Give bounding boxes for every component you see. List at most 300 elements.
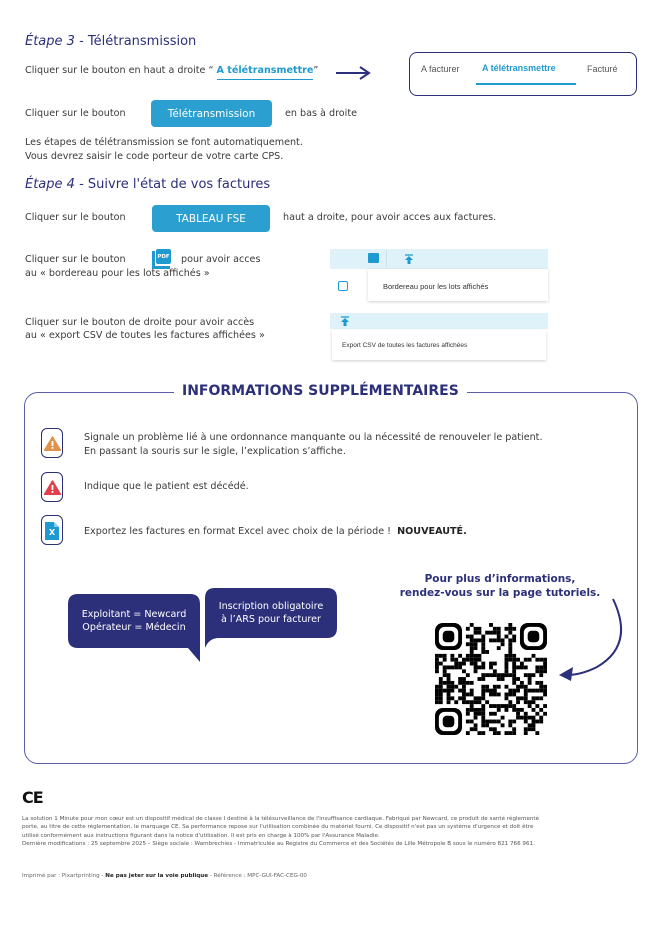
qr-module [454,700,458,704]
qr-module [447,685,451,689]
qr-module [501,716,505,720]
qr-module [485,700,489,704]
qr-module [435,654,439,658]
bubble-2-line-1: Inscription obligatoire [218,601,324,612]
nouveaute-badge: NOUVEAUTÉ. [397,526,467,537]
qr-module [501,677,505,681]
qr-module [447,681,451,685]
pdf-menu-screenshot [330,249,548,303]
qr-module [493,638,497,642]
qr-module [481,708,485,712]
qr-module [481,689,485,693]
qr-module [493,685,497,689]
qr-module [439,677,443,681]
qr-module [466,712,470,716]
qr-module [535,696,539,700]
qr-module [474,658,478,662]
qr-module [528,716,532,720]
qr-module [458,689,462,693]
qr-module [466,673,470,677]
export-up-icon [341,316,349,326]
qr-module [497,708,501,712]
qr-module [543,669,547,673]
qr-module [477,658,481,662]
qr-module [516,708,520,712]
qr-module [489,693,493,697]
qr-module [528,723,532,727]
qr-module [470,704,474,708]
qr-module [477,677,481,681]
qr-module [535,712,539,716]
qr-module [543,712,547,716]
qr-module [505,635,509,639]
qr-module [516,689,520,693]
qr-module [501,642,505,646]
qr-module [532,723,536,727]
qr-module [524,685,528,689]
qr-module [543,689,547,693]
qr-module [505,693,509,697]
qr-module [535,689,539,693]
qr-module [520,665,524,669]
qr-module [493,704,497,708]
print-info-warning: Ne pas jeter sur la voie publique [105,873,209,879]
qr-module [528,673,532,677]
qr-module [489,689,493,693]
qr-module [462,696,466,700]
qr-module [532,696,536,700]
qr-module [474,627,478,631]
qr-module [450,689,454,693]
qr-module [512,704,516,708]
qr-module [477,712,481,716]
qr-module [516,677,520,681]
qr-module [512,654,516,658]
qr-module [508,642,512,646]
qr-module [505,627,509,631]
qr-module [508,623,512,627]
qr-module [485,723,489,727]
qr-module [443,681,447,685]
qr-module [539,658,543,662]
qr-module [497,685,501,689]
qr-module [481,665,485,669]
qr-module [508,723,512,727]
qr-module [443,669,447,673]
qr-module [508,631,512,635]
row-checkbox[interactable] [338,281,348,291]
qr-module [508,658,512,662]
qr-module [435,700,439,704]
qr-module [489,623,493,627]
qr-module [497,693,501,697]
qr-module [528,681,532,685]
qr-module [528,631,540,643]
pdf-instruction-line-2: au « bordereau pour les lots affichés » [25,268,210,279]
bubble-1-line-1: Exploitant = Newcard [81,609,187,620]
qr-module [489,673,493,677]
qr-module [524,673,528,677]
active-tab-underline [476,83,576,85]
qr-module [477,700,481,704]
qr-module [524,700,528,704]
qr-module [512,689,516,693]
excel-file-icon-box [41,515,63,545]
qr-module [477,638,481,642]
qr-module [454,685,458,689]
qr-module [516,665,520,669]
info-item-1-line-2: En passant la souris sur le sigle, l’explication s’affiche. [84,446,346,457]
ce-mark: CE [22,788,43,807]
qr-module [512,662,516,666]
qr-module [524,689,528,693]
step4-title-separator: - [74,177,88,192]
qr-module [489,704,493,708]
tabs-screenshot [409,52,637,96]
qr-module [497,635,501,639]
qr-module [458,654,462,658]
qr-module [508,638,512,642]
qr-module [512,673,516,677]
qr-module [462,693,466,697]
qr-module [497,673,501,677]
legal-line: La solution 1 Minute pour mon cœur est un dispositif médical de classe I destiné à la télésurveillance de l'insuffisance cardiaque. Fabriqué par Newcard, ce produit de santé réglementé [22,816,540,822]
qr-module [474,723,478,727]
qr-module [535,665,539,669]
teletransmission-button[interactable]: Télétransmission [151,100,272,127]
qr-module [443,654,447,658]
qr-module [474,716,478,720]
qr-module [435,665,439,669]
qr-module [435,662,439,666]
qr-module [520,681,524,685]
qr-module [543,658,547,662]
qr-module [512,681,516,685]
qr-module [493,631,497,635]
qr-module [520,708,524,712]
step3-title-text: Télétransmission [87,34,197,49]
qr-module [505,654,509,658]
pdf-icon-label: PDF [156,249,171,264]
qr-module [470,638,474,642]
qr-module [470,708,474,712]
qr-module [470,646,474,650]
qr-module [520,662,524,666]
qr-module [524,720,528,724]
step3-instruction-2-suffix: en bas à droite [285,108,357,119]
qr-module [477,654,481,658]
qr-module [501,638,505,642]
qr-module [481,720,485,724]
qr-module [512,677,516,681]
qr-module [458,696,462,700]
qr-module [481,635,485,639]
qr-module [435,658,439,662]
qr-module [512,669,516,673]
qr-module [516,685,520,689]
qr-module [466,642,470,646]
qr-module [481,650,485,654]
qr-module [539,720,543,724]
qr-module [501,673,505,677]
qr-module [447,689,451,693]
bordereau-menu-item[interactable]: Bordereau pour les lots affichés [383,282,489,291]
qr-module [470,662,474,666]
step3-instruction-2-prefix: Cliquer sur le bouton [25,108,126,119]
qr-module [539,669,543,673]
qr-module [470,720,474,724]
qr-module [481,712,485,716]
toolbar-divider [386,251,387,267]
bubble-2-line-2: à l’ARS pour facturer [220,614,321,625]
qr-module [489,665,493,669]
qr-module [485,689,489,693]
qr-module [439,689,443,693]
tab-facture[interactable]: Facturé [587,64,618,74]
qr-module [439,696,443,700]
legal-line: utilisé conformément aux instructions figurant dans la notice d'utilisation. Il est pris en charge à 100% par l'Assurance Maladie. [22,832,380,839]
qr-module [470,689,474,693]
qr-module [462,689,466,693]
qr-module [489,720,493,724]
qr-module [532,654,536,658]
qr-module [458,662,462,666]
qr-module [535,658,539,662]
qr-module [470,681,474,685]
qr-module [477,731,481,735]
qr-module [543,704,547,708]
qr-module [512,665,516,669]
qr-module [443,658,447,662]
qr-module [532,689,536,693]
qr-module [470,635,474,639]
qr-module [520,696,524,700]
qr-module [497,627,501,631]
qr-module [493,627,497,631]
screenshot-toolbar [330,313,548,329]
qr-code[interactable] [435,623,547,735]
pdf-icon[interactable] [152,249,172,269]
qr-module [481,704,485,708]
qr-module [470,700,474,704]
qr-module [481,723,485,727]
qr-module [439,662,443,666]
qr-module [450,665,454,669]
qr-module [450,654,454,658]
qr-module [447,673,451,677]
qr-module [539,689,543,693]
qr-module [505,731,509,735]
info-panel-title: INFORMATIONS SUPPLÉMENTAIRES [174,383,467,399]
qr-module [481,646,485,650]
qr-module [474,662,478,666]
qr-module [497,631,501,635]
qr-module [539,696,543,700]
qr-module [489,727,493,731]
qr-module [474,654,478,658]
tableau-fse-button[interactable]: TABLEAU FSE [152,205,270,232]
qr-module [462,677,466,681]
qr-module [470,642,474,646]
legal-line: porte, au titre de cette réglementation, le marquage CE. Sa performance repose sur l'utilisation combinée du matériel fourni. Ce dispositif n'est pas un système d'urgence et doit être [22,824,534,831]
qr-module [477,708,481,712]
qr-module [466,627,470,631]
qr-module [474,646,478,650]
qr-module [477,696,481,700]
qr-module [447,665,451,669]
qr-module [493,727,497,731]
qr-module [458,665,462,669]
warning-orange-icon-box [41,428,63,458]
qr-module [535,669,539,673]
qr-module [497,638,501,642]
bubble-1-line-2: Opérateur = Médecin [82,622,186,633]
qr-module [466,700,470,704]
warning-red-icon [44,480,61,495]
qr-module [543,693,547,697]
export-csv-menu-item[interactable]: Export CSV de toutes les factures affichées [342,342,468,349]
speech-bubble-2 [205,588,337,638]
qr-module [532,716,536,720]
curved-arrow-icon [555,595,630,685]
qr-module [462,700,466,704]
qr-module [447,700,451,704]
qr-module [481,716,485,720]
info-item-1-line-1: Signale un problème lié à une ordonnance manquante ou la nécessité de renouveler le patient. [84,432,543,443]
qr-module [462,669,466,673]
qr-module [462,662,466,666]
qr-module [458,681,462,685]
qr-module [528,677,532,681]
arrow-right-icon [334,66,372,80]
qr-module [512,638,516,642]
qr-module [497,677,501,681]
qr-module [493,731,497,735]
pdf-small-icon [368,253,379,263]
qr-module [450,681,454,685]
qr-module [501,704,505,708]
screenshot-toolbar [330,249,548,269]
qr-module [497,720,501,724]
qr-caption-line-1: Pour plus d’informations, [424,573,576,585]
pdf-instruction-prefix: Cliquer sur le bouton [25,254,126,265]
qr-module [474,708,478,712]
excel-file-icon-glyph: X [49,528,56,537]
qr-module [435,689,439,693]
info-item-3-description: Exportez les factures en format Excel avec choix de la période ! [84,526,392,537]
qr-module [508,693,512,697]
qr-module [524,696,528,700]
qr-module [532,708,536,712]
qr-module [512,708,516,712]
qr-module [528,689,532,693]
qr-module [512,720,516,724]
qr-module [462,681,466,685]
a-teletransmettre-link[interactable]: A télétransmettre [217,65,314,80]
qr-module [539,665,543,669]
qr-module [470,727,474,731]
qr-module [539,673,543,677]
qr-module [439,654,443,658]
qr-module [481,693,485,697]
qr-module [439,681,443,685]
qr-module [512,731,516,735]
qr-module [450,685,454,689]
print-info-reference: - Référence : MPC-GUI-FAC-CEG-00 [208,873,307,879]
qr-module [497,731,501,735]
qr-module [466,731,470,735]
qr-module [443,665,447,669]
qr-module [505,685,509,689]
qr-module [481,662,485,666]
qr-module [532,673,536,677]
qr-module [454,658,458,662]
step3-title [25,34,196,49]
qr-module [493,689,497,693]
qr-module [524,712,528,716]
step4-title [25,177,270,192]
qr-module [516,658,520,662]
qr-module [528,704,532,708]
step4-title-text: Suivre l'état de vos factures [87,177,271,192]
qr-module [454,662,458,666]
tab-a-facturer[interactable]: A facturer [421,64,460,74]
qr-module [516,712,520,716]
qr-module [443,716,455,728]
tab-a-teletransmettre[interactable]: A télétransmettre [482,63,556,73]
qr-module [485,650,489,654]
qr-module [497,704,501,708]
print-info [22,873,307,879]
qr-module [543,662,547,666]
qr-module [466,720,470,724]
warning-red-icon-box [41,472,63,502]
qr-module [474,727,478,731]
qr-module [477,665,481,669]
qr-module [466,654,470,658]
qr-module [466,693,470,697]
qr-module [489,662,493,666]
qr-module [493,720,497,724]
qr-module [505,696,509,700]
qr-module [477,631,481,635]
qr-module [543,685,547,689]
qr-module [505,658,509,662]
qr-module [447,693,451,697]
qr-module [470,658,474,662]
qr-module [543,665,547,669]
info-item-2-text: Indique que le patient est décédé. [84,481,249,492]
qr-module [516,716,520,720]
qr-module [466,708,470,712]
qr-module [512,693,516,697]
qr-module [512,658,516,662]
qr-module [474,665,478,669]
qr-module [520,716,524,720]
csv-instruction-line-2: au « export CSV de toutes les factures affichées » [25,330,265,341]
qr-module [485,673,489,677]
qr-module [528,658,532,662]
qr-module [450,658,454,662]
qr-module [466,681,470,685]
qr-module [539,685,543,689]
qr-module [481,673,485,677]
qr-module [474,642,478,646]
qr-module [485,685,489,689]
qr-module [474,631,478,635]
csv-instruction-line-1: Cliquer sur le bouton de droite pour avoir accès [25,317,255,328]
qr-module [532,700,536,704]
